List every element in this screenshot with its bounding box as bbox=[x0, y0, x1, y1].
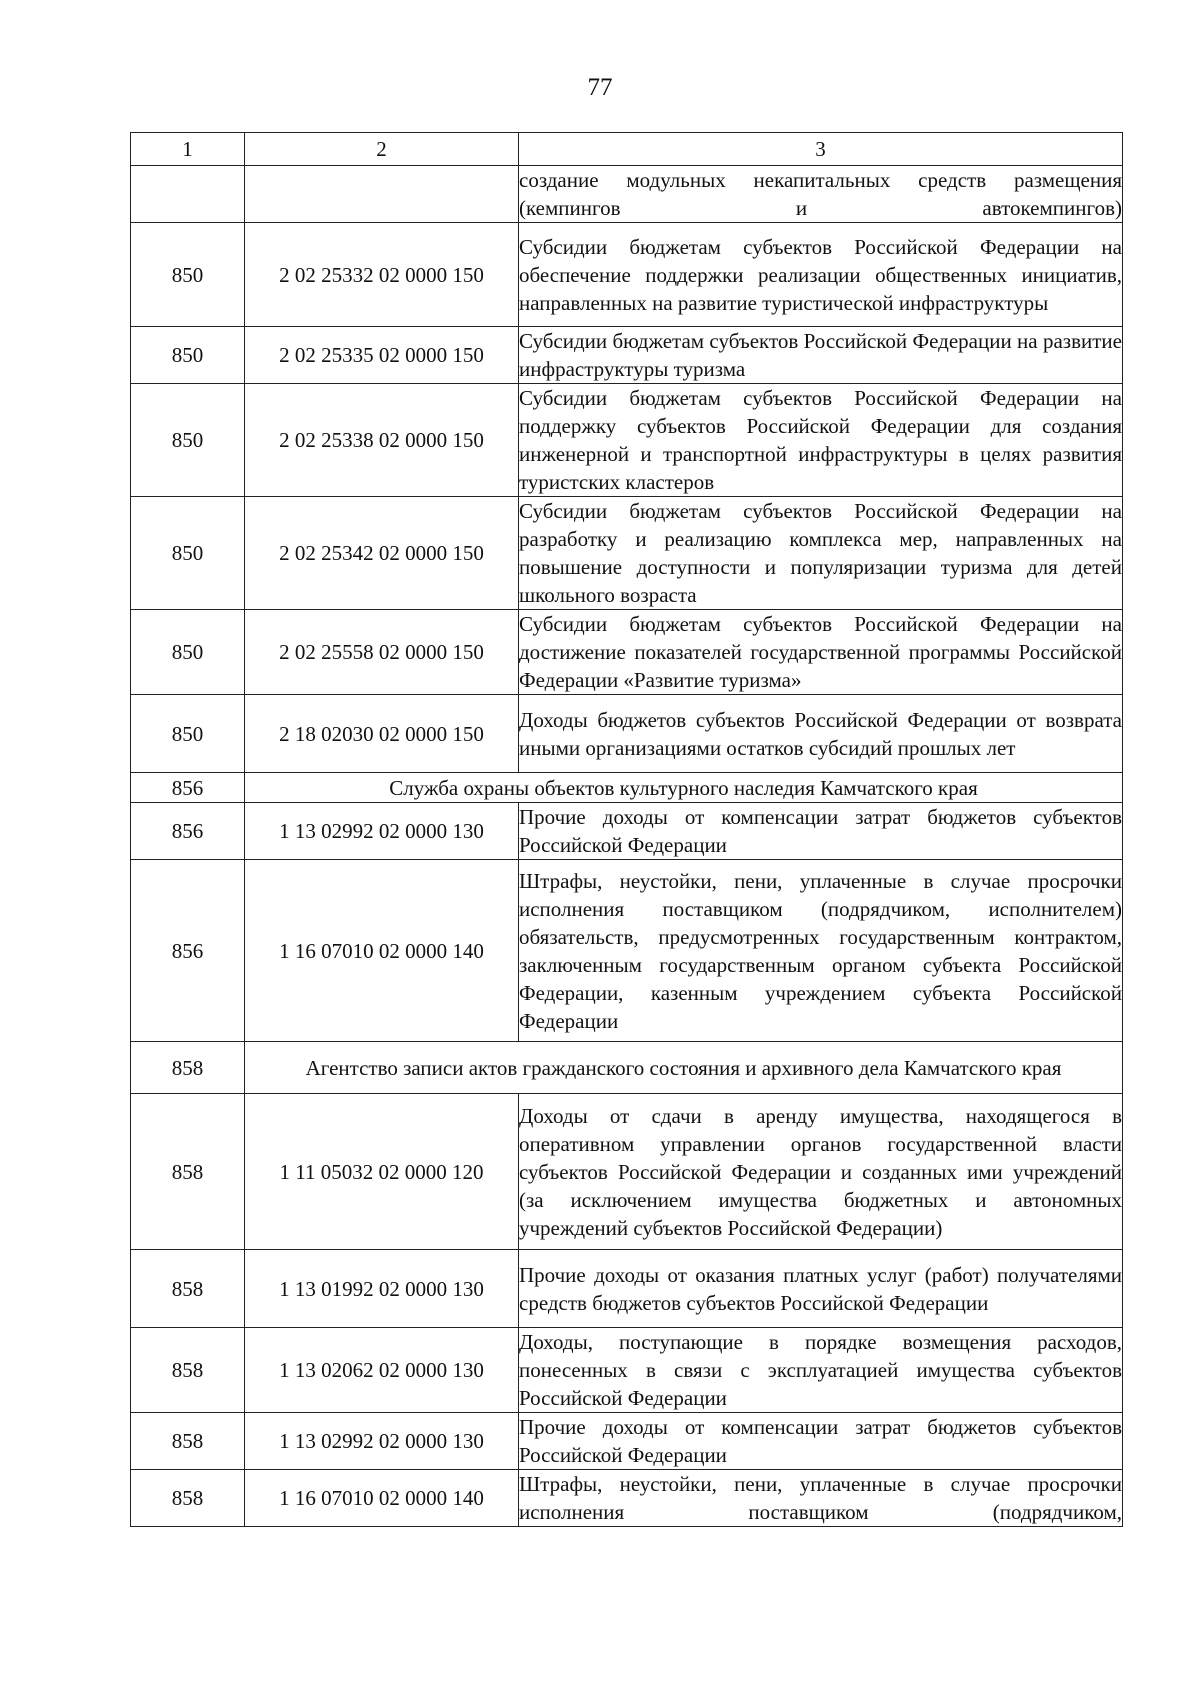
admin-code-cell: 856 bbox=[131, 803, 245, 860]
admin-code-cell: 850 bbox=[131, 497, 245, 610]
budget-code-cell: 2 02 25342 02 0000 150 bbox=[245, 497, 519, 610]
budget-code-cell bbox=[245, 166, 519, 223]
table-row bbox=[131, 695, 1123, 773]
table-row bbox=[131, 1250, 1123, 1328]
table-row bbox=[131, 1094, 1123, 1250]
admin-code-cell: 850 bbox=[131, 610, 245, 695]
table-row bbox=[131, 610, 1123, 695]
table-row bbox=[131, 223, 1123, 327]
header-col-1: 1 bbox=[131, 133, 245, 166]
income-codes-table bbox=[130, 132, 1123, 1527]
table-row bbox=[131, 327, 1123, 384]
income-description-cell: Субсидии бюджетам субъектов Российской Федерации на достижение показателей государственной программы Российской Федерации «Развитие туризма» bbox=[519, 610, 1123, 695]
admin-code-cell: 858 bbox=[131, 1094, 245, 1250]
header-col-3: 3 bbox=[519, 133, 1123, 166]
section-title-cell: Служба охраны объектов культурного наследия Камчатского края bbox=[245, 773, 1123, 803]
table-row bbox=[131, 384, 1123, 497]
admin-code-cell: 850 bbox=[131, 223, 245, 327]
table-header-row bbox=[131, 133, 1123, 166]
section-title-cell: Агентство записи актов гражданского состояния и архивного дела Камчатского края bbox=[245, 1042, 1123, 1094]
admin-code-cell: 856 bbox=[131, 860, 245, 1042]
admin-code-cell: 858 bbox=[131, 1413, 245, 1470]
table-row bbox=[131, 497, 1123, 610]
income-description-cell: создание модульных некапитальных средств размещения (кемпингов и автокемпингов) bbox=[519, 166, 1123, 223]
income-description-cell: Штрафы, неустойки, пени, уплаченные в случае просрочки исполнения поставщиком (подрядчиком, исполнителем) обязательств, предусмотренных государственным контрактом, заключенным государственным органом субъекта Российской Федерации, казенным учреждением субъекта Российской Федерации bbox=[519, 860, 1123, 1042]
header-col-2: 2 bbox=[245, 133, 519, 166]
budget-code-cell: 2 02 25558 02 0000 150 bbox=[245, 610, 519, 695]
income-description-cell: Субсидии бюджетам субъектов Российской Федерации на развитие инфраструктуры туризма bbox=[519, 327, 1123, 384]
budget-code-cell: 2 02 25332 02 0000 150 bbox=[245, 223, 519, 327]
income-description-cell: Доходы бюджетов субъектов Российской Федерации от возврата иными организациями остатков субсидий прошлых лет bbox=[519, 695, 1123, 773]
income-description-cell: Штрафы, неустойки, пени, уплаченные в случае просрочки исполнения поставщиком (подрядчиком, bbox=[519, 1470, 1123, 1527]
income-description-cell: Прочие доходы от компенсации затрат бюджетов субъектов Российской Федерации bbox=[519, 803, 1123, 860]
budget-code-cell: 2 02 25338 02 0000 150 bbox=[245, 384, 519, 497]
page-number: 77 bbox=[587, 74, 613, 101]
section-title-row bbox=[131, 773, 1123, 803]
budget-code-cell: 1 16 07010 02 0000 140 bbox=[245, 1470, 519, 1527]
budget-code-cell: 1 13 01992 02 0000 130 bbox=[245, 1250, 519, 1328]
admin-code-cell: 850 bbox=[131, 327, 245, 384]
budget-code-cell: 1 13 02992 02 0000 130 bbox=[245, 803, 519, 860]
table-row bbox=[131, 1328, 1123, 1413]
admin-code-cell: 858 bbox=[131, 1042, 245, 1094]
admin-code-cell: 858 bbox=[131, 1328, 245, 1413]
table-row bbox=[131, 860, 1123, 1042]
budget-code-cell: 2 18 02030 02 0000 150 bbox=[245, 695, 519, 773]
income-description-cell: Субсидии бюджетам субъектов Российской Федерации на разработку и реализацию комплекса мер, направленных на повышение доступности и популяризации туризма для детей школьного возраста bbox=[519, 497, 1123, 610]
table-row bbox=[131, 803, 1123, 860]
admin-code-cell: 858 bbox=[131, 1250, 245, 1328]
admin-code-cell: 850 bbox=[131, 695, 245, 773]
income-description-cell: Прочие доходы от компенсации затрат бюджетов субъектов Российской Федерации bbox=[519, 1413, 1123, 1470]
income-description-cell: Доходы от сдачи в аренду имущества, находящегося в оперативном управлении органов государственной власти субъектов Российской Федерации и созданных ими учреждений (за исключением имущества бюджетных и автономных учреждений субъектов Российской Федерации) bbox=[519, 1094, 1123, 1250]
admin-code-cell: 850 bbox=[131, 384, 245, 497]
section-title-row bbox=[131, 1042, 1123, 1094]
budget-code-cell: 1 16 07010 02 0000 140 bbox=[245, 860, 519, 1042]
admin-code-cell: 856 bbox=[131, 773, 245, 803]
budget-code-cell: 2 02 25335 02 0000 150 bbox=[245, 327, 519, 384]
table-row bbox=[131, 1470, 1123, 1527]
admin-code-cell: 858 bbox=[131, 1470, 245, 1527]
table-row bbox=[131, 166, 1123, 223]
budget-code-cell: 1 13 02992 02 0000 130 bbox=[245, 1413, 519, 1470]
income-description-cell: Доходы, поступающие в порядке возмещения расходов, понесенных в связи с эксплуатацией имущества субъектов Российской Федерации bbox=[519, 1328, 1123, 1413]
income-description-cell: Прочие доходы от оказания платных услуг (работ) получателями средств бюджетов субъектов Российской Федерации bbox=[519, 1250, 1123, 1328]
budget-code-cell: 1 13 02062 02 0000 130 bbox=[245, 1328, 519, 1413]
income-description-cell: Субсидии бюджетам субъектов Российской Федерации на поддержку субъектов Российской Федерации для создания инженерной и транспортной инфраструктуры в целях развития туристских кластеров bbox=[519, 384, 1123, 497]
admin-code-cell bbox=[131, 166, 245, 223]
income-description-cell: Субсидии бюджетам субъектов Российской Федерации на обеспечение поддержки реализации общественных инициатив, направленных на развитие туристической инфраструктуры bbox=[519, 223, 1123, 327]
budget-code-cell: 1 11 05032 02 0000 120 bbox=[245, 1094, 519, 1250]
table-row bbox=[131, 1413, 1123, 1470]
